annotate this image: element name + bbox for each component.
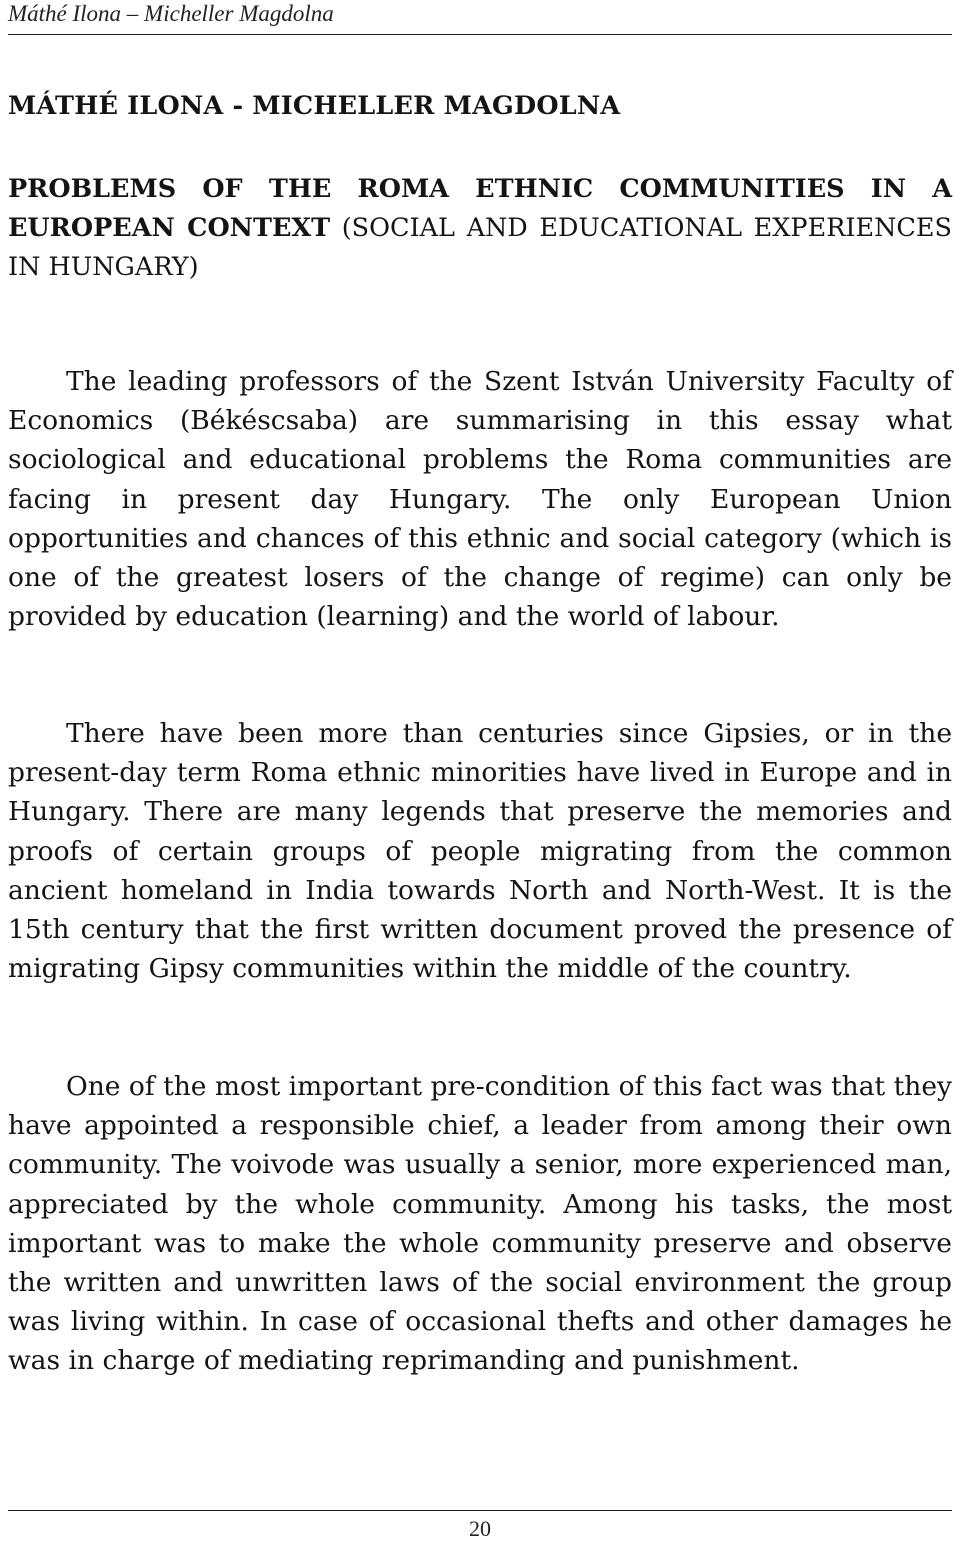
- footer-rule: [8, 1510, 952, 1511]
- page-number: 20: [469, 1516, 491, 1541]
- body-paragraph-1: There have been more than centuries since Gipsies, or in the present-day term Roma ethnic minorities have lived in Europe and in Hungary. There are many legends that preserve the memories and proofs of certain groups of people migrating from the common ancient homeland in India towards North and North-West. It is the 15th century that the first written document proved the presence of migrating Gipsy communities within the middle of the country.: [8, 718, 952, 985]
- article-authors: MÁTHÉ ILONA - MICHELLER MAGDOLNA: [8, 91, 621, 121]
- article-title-subtitle: (SOCIAL AND EDUCATIONAL EXPERIENCES IN HUNGARY): [8, 213, 952, 282]
- abstract-paragraph: The leading professors of the Szent István University Faculty of Economics (Békéscsaba) are summarising in this essay what sociological and educational problems the Roma communities are facing in present day Hungary. The only European Union opportunities and chances of this ethnic and social category (which is one of the greatest losers of the change of regime) can only be provided by education (learning) and the world of labour.: [8, 366, 952, 633]
- header-rule: [8, 34, 952, 35]
- article-title: [8, 170, 952, 287]
- running-head: Máthé Ilona – Micheller Magdolna: [8, 1, 334, 26]
- body-paragraph-2: One of the most important pre-condition of this fact was that they have appointed a responsible chief, a leader from among their own community. The voivode was usually a senior, more experienced man, appreciated by the whole community. Among his tasks, the most important was to make the whole community preserve and observe the written and unwritten laws of the social environment the group was living within. In case of occasional thefts and other damages he was in charge of mediating reprimanding and punishment.: [8, 1071, 952, 1377]
- article-title-main: PROBLEMS OF THE ROMA ETHNIC COMMUNITIES IN A EUROPEAN CONTEXT: [8, 174, 952, 243]
